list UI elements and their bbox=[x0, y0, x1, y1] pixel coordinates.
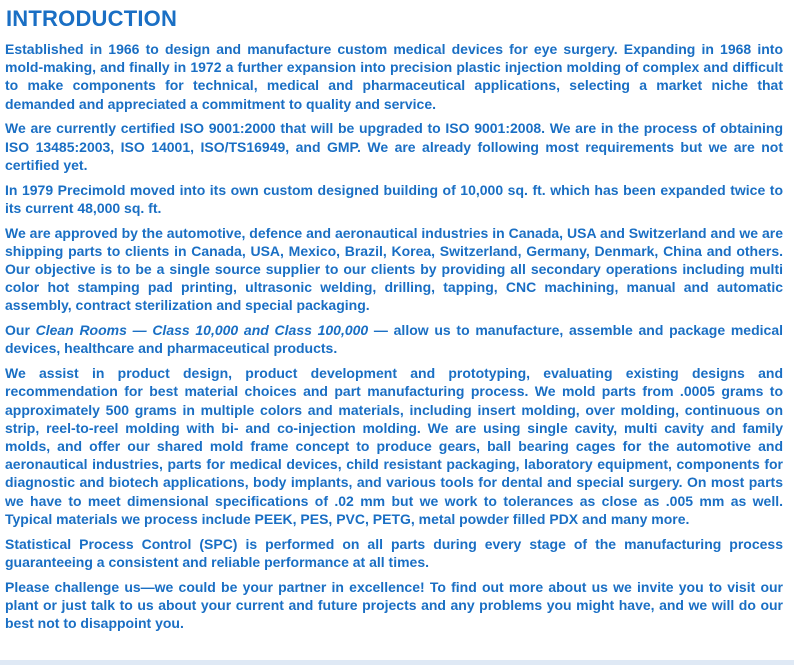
paragraph-history: Established in 1966 to design and manufacture custom medical devices for eye surgery. Expanding in 1968 into mold-making, and finally in 1972 a further expansion into precision plastic injection molding of complex and difficult to make components for technical, medical and pharmaceutical applications, selecting a market niche that demanded and appreciated a commitment to quality and service. bbox=[5, 41, 783, 112]
clean-rooms-emphasis: Clean Rooms — Class 10,000 and Class 100,000 bbox=[35, 322, 369, 339]
bottom-divider bbox=[0, 660, 794, 665]
paragraph-capabilities: We assist in product design, product development and prototyping, evaluating existing designs and recommendation for best material choices and part manufacturing process. We mold parts from .0005 grams to approximately 500 grams in multiple colors and materials, including insert molding, over molding, continuous on strip, reel-to-reel molding with bi- and co-injection molding. We are using single cavity, multi cavity and family molds, and offer our shared mold frame concept to produce gears, ball bearing cages for the automotive and aeronautical industries, parts for medical devices, child resistant packaging, laboratory equipment, components for diagnostic and biotech applications, body implants, and various tools for dental and special surgery. On most parts we have to meet dimensional specifications of .02 mm but we work to tolerances as close as .005 mm as well. Typical materials we process include PEEK, PES, PVC, PETG, metal powder filled PDX and many more. bbox=[5, 365, 783, 527]
page-title: INTRODUCTION bbox=[6, 6, 178, 31]
clean-rooms-suffix: — allow us to manufacture, assemble and package medical devices, healthcare and pharmaceutical products. bbox=[5, 322, 783, 357]
paragraph-certification: We are currently certified ISO 9001:2000 that will be upgraded to ISO 9001:2008. We are in the process of obtaining ISO 13485:2003, ISO 14001, ISO/TS16949, and GMP. We are already following most requirements but we are not certified yet. bbox=[5, 120, 783, 173]
paragraph-spc: Statistical Process Control (SPC) is performed on all parts during every stage of the manufacturing process guaranteeing a consistent and reliable performance at all times. bbox=[5, 535, 783, 570]
clean-rooms-prefix: Our bbox=[5, 322, 36, 339]
paragraph-closing: Please challenge us—we could be your partner in excellence! To find out more about us we invite you to visit our plant or just talk to us about your current and future projects and any problems you might have, and we will do our best not to disappoint you. bbox=[5, 578, 783, 632]
paragraph-building: In 1979 Precimold moved into its own custom designed building of 10,000 sq. ft. which has been expanded twice to its current 48,000 sq. ft. bbox=[5, 181, 783, 216]
intro-body bbox=[5, 40, 783, 632]
paragraph-clean-rooms bbox=[5, 321, 783, 357]
paragraph-approvals: We are approved by the automotive, defence and aeronautical industries in Canada, USA and Switzerland and we are shipping parts to clients in Canada, USA, Mexico, Brazil, Korea, Switzerland, Germany, Denmark, China and others. Our objective is to be a single source supplier to our clients by providing all secondary operations including multi color hot stamping pad printing, ultrasonic welding, drilling, tapping, CNC machining, manual and automatic assembly, contract sterilization and special packaging. bbox=[5, 224, 783, 314]
